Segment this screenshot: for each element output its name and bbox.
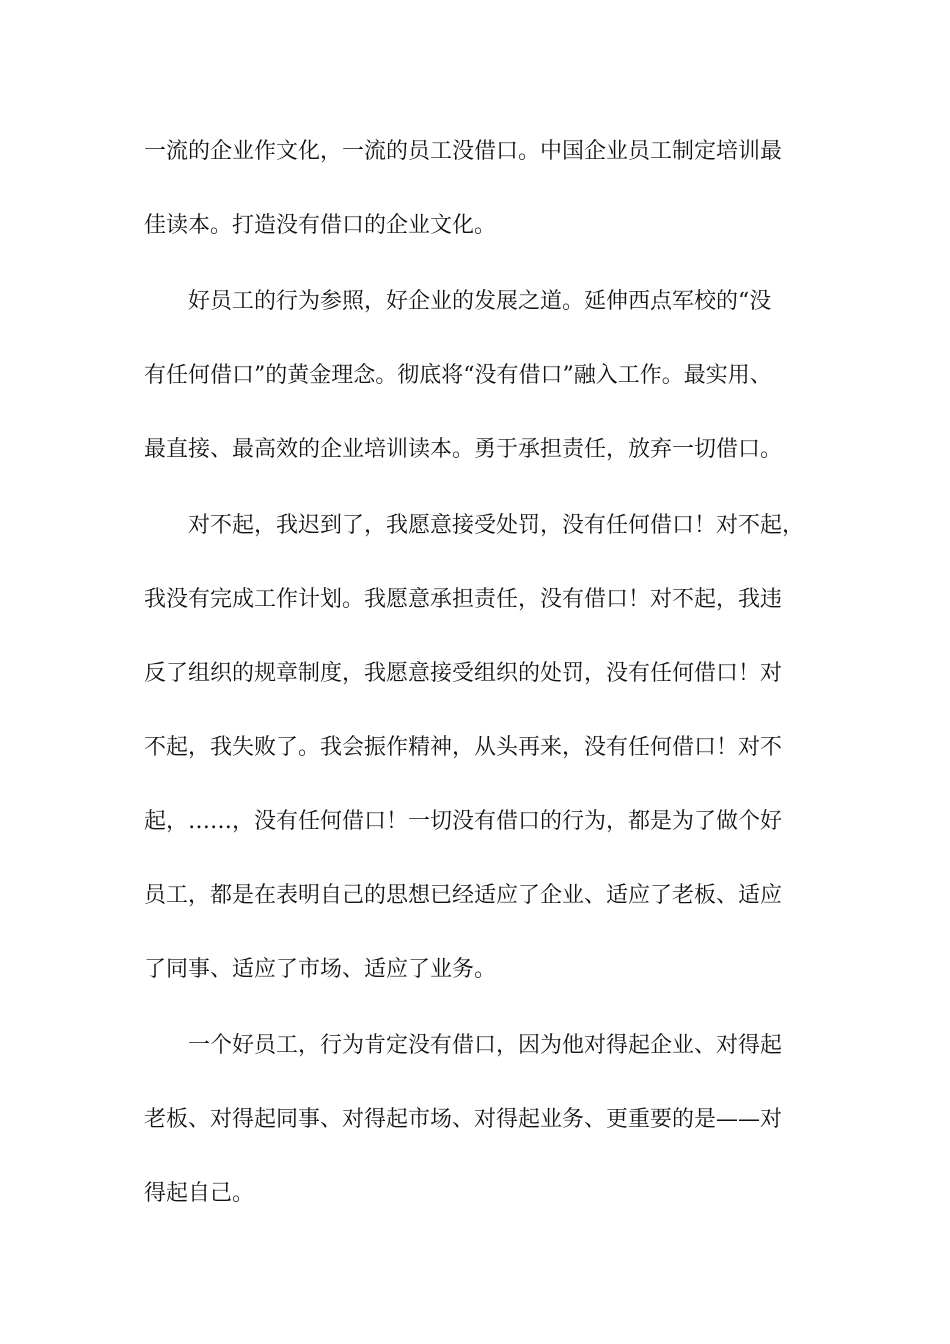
text-line: 起，……，没有任何借口！一切没有借口的行为，都是为了做个好 bbox=[144, 809, 783, 834]
text-line: 有任何借口”的黄金理念。彻底将“没有借口”融入工作。最实用、 bbox=[144, 363, 772, 388]
text-line: 老板、对得起同事、对得起市场、对得起业务、更重要的是——对 bbox=[144, 1107, 783, 1132]
text-line: 不起，我失败了。我会振作精神，从头再来，没有任何借口！对不 bbox=[144, 735, 783, 760]
paragraph-start-line: 一个好员工，行为肯定没有借口，因为他对得起企业、对得起 bbox=[188, 1033, 783, 1058]
text-line: 佳读本。打造没有借口的企业文化。 bbox=[144, 213, 497, 238]
text-line: 员工，都是在表明自己的思想已经适应了企业、适应了老板、适应 bbox=[144, 883, 783, 908]
text-line: 我没有完成工作计划。我愿意承担责任，没有借口！对不起，我违 bbox=[144, 587, 783, 612]
paragraph-start-line: 好员工的行为参照，好企业的发展之道。延伸西点军校的“没 bbox=[188, 289, 772, 314]
text-line: 得起自己。 bbox=[144, 1181, 255, 1206]
text-line: 最直接、最高效的企业培训读本。勇于承担责任，放弃一切借口。 bbox=[144, 437, 783, 462]
text-line: 了同事、适应了市场、适应了业务。 bbox=[144, 957, 497, 982]
text-line: 反了组织的规章制度，我愿意接受组织的处罚，没有任何借口！对 bbox=[144, 661, 783, 686]
text-line: 一流的企业作文化，一流的员工没借口。中国企业员工制定培训最 bbox=[144, 139, 783, 164]
paragraph-start-line: 对不起，我迟到了，我愿意接受处罚，没有任何借口！对不起， bbox=[188, 513, 805, 538]
